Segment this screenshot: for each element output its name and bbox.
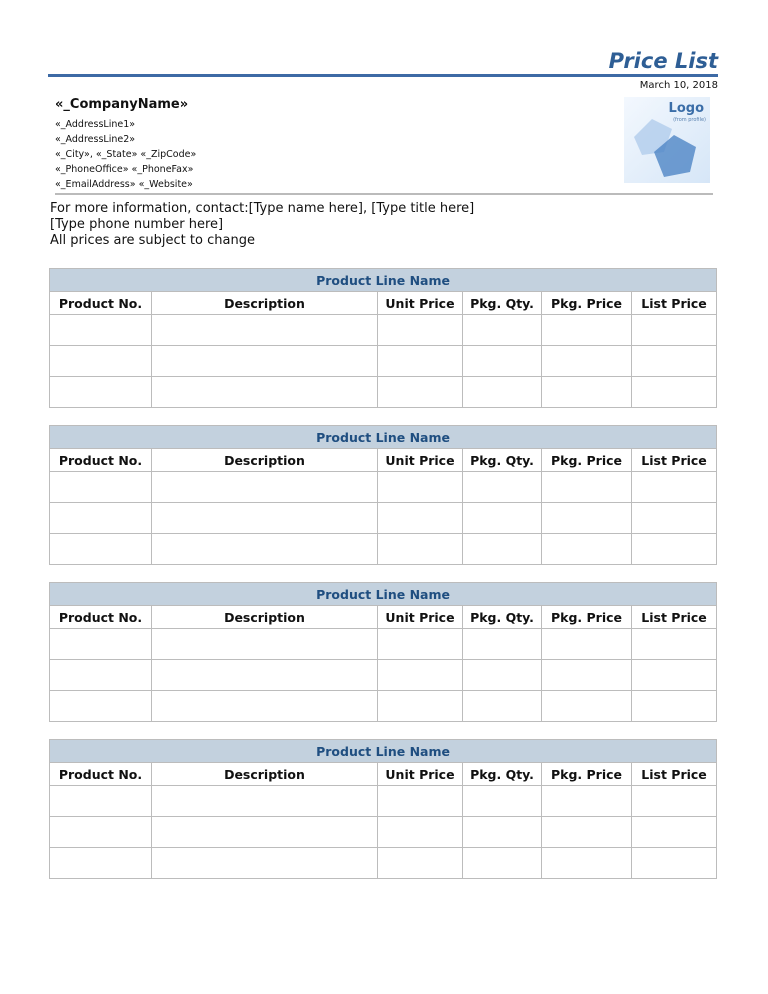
price-table: [49, 425, 717, 565]
table-cell[interactable]: [152, 503, 378, 534]
table-cell[interactable]: [50, 691, 152, 722]
table-cell[interactable]: [632, 472, 717, 503]
table-cell[interactable]: [463, 346, 542, 377]
column-header: Description: [152, 292, 378, 315]
company-address: [55, 117, 196, 192]
divider: [55, 193, 713, 195]
address-line: «_PhoneOffice» «_PhoneFax»: [55, 164, 194, 175]
table-cell[interactable]: [542, 660, 632, 691]
table-cell[interactable]: [378, 503, 463, 534]
table-cell[interactable]: [463, 786, 542, 817]
table-cell[interactable]: [542, 503, 632, 534]
table-cell[interactable]: [542, 691, 632, 722]
table-cell[interactable]: [542, 534, 632, 565]
table-cell[interactable]: [378, 534, 463, 565]
table-cell[interactable]: [632, 346, 717, 377]
price-table: [49, 739, 717, 879]
table-cell[interactable]: [542, 629, 632, 660]
table-cell[interactable]: [463, 817, 542, 848]
column-header: Pkg. Price: [542, 606, 632, 629]
table-cell[interactable]: [378, 848, 463, 879]
column-header: Product No.: [50, 292, 152, 315]
address-line: «_AddressLine1»: [55, 119, 136, 130]
table-cell[interactable]: [152, 691, 378, 722]
column-header: List Price: [632, 449, 717, 472]
table-cell[interactable]: [378, 660, 463, 691]
column-header: Unit Price: [378, 449, 463, 472]
table-cell[interactable]: [50, 503, 152, 534]
table-row: [50, 786, 717, 817]
column-header: Pkg. Qty.: [463, 763, 542, 786]
table-cell[interactable]: [152, 346, 378, 377]
table-row: [50, 629, 717, 660]
table-cell[interactable]: [632, 629, 717, 660]
contact-info: [50, 201, 474, 249]
column-header: List Price: [632, 292, 717, 315]
table-cell[interactable]: [632, 660, 717, 691]
table-cell[interactable]: [152, 660, 378, 691]
info-line: [Type phone number here]: [50, 217, 224, 232]
table-cell[interactable]: [378, 691, 463, 722]
table-cell[interactable]: [152, 377, 378, 408]
logo-image: [624, 97, 710, 183]
table-cell[interactable]: [378, 786, 463, 817]
price-table: [49, 268, 717, 408]
table-cell[interactable]: [463, 691, 542, 722]
column-header: Unit Price: [378, 292, 463, 315]
company-name: «_CompanyName»: [55, 97, 189, 112]
info-line: All prices are subject to change: [50, 233, 255, 248]
table-cell[interactable]: [152, 786, 378, 817]
address-line: «_City», «_State» «_ZipCode»: [55, 149, 197, 160]
table-cell[interactable]: [50, 472, 152, 503]
column-header: Description: [152, 763, 378, 786]
table-cell[interactable]: [463, 660, 542, 691]
column-header: Pkg. Qty.: [463, 292, 542, 315]
table-cell[interactable]: [50, 315, 152, 346]
table-cell[interactable]: [152, 629, 378, 660]
date: March 10, 2018: [639, 80, 718, 91]
product-line-name: Product Line Name: [50, 269, 717, 292]
table-cell[interactable]: [542, 817, 632, 848]
price-table: [49, 582, 717, 722]
table-cell[interactable]: [50, 629, 152, 660]
table-row: [50, 534, 717, 565]
column-header: Pkg. Price: [542, 449, 632, 472]
table-cell[interactable]: [378, 472, 463, 503]
table-cell[interactable]: [378, 629, 463, 660]
table-row: [50, 817, 717, 848]
table-cell[interactable]: [50, 534, 152, 565]
table-cell[interactable]: [463, 503, 542, 534]
address-line: «_AddressLine2»: [55, 134, 136, 145]
table-cell[interactable]: [542, 377, 632, 408]
table-row: [50, 503, 717, 534]
table-cell[interactable]: [463, 629, 542, 660]
table-cell[interactable]: [50, 660, 152, 691]
table-cell[interactable]: [632, 503, 717, 534]
column-header: Product No.: [50, 606, 152, 629]
table-cell[interactable]: [463, 534, 542, 565]
table-cell[interactable]: [632, 315, 717, 346]
product-line-name: Product Line Name: [50, 740, 717, 763]
column-header: Pkg. Price: [542, 763, 632, 786]
title-rule: [48, 74, 718, 77]
table-row: [50, 315, 717, 346]
table-cell[interactable]: [152, 472, 378, 503]
table-cell[interactable]: [378, 346, 463, 377]
table-cell[interactable]: [632, 377, 717, 408]
table-cell[interactable]: [542, 346, 632, 377]
table-cell[interactable]: [542, 786, 632, 817]
product-line-name: Product Line Name: [50, 426, 717, 449]
table-cell[interactable]: [463, 315, 542, 346]
column-header: Description: [152, 449, 378, 472]
table-cell[interactable]: [50, 346, 152, 377]
column-header: Product No.: [50, 449, 152, 472]
table-cell[interactable]: [152, 848, 378, 879]
table-cell[interactable]: [50, 817, 152, 848]
table-row: [50, 346, 717, 377]
table-row: [50, 660, 717, 691]
table-row: [50, 691, 717, 722]
table-cell[interactable]: [542, 472, 632, 503]
column-header: Pkg. Qty.: [463, 449, 542, 472]
column-header: Pkg. Qty.: [463, 606, 542, 629]
column-header: Description: [152, 606, 378, 629]
page-title: Price List: [608, 49, 718, 73]
table-row: [50, 848, 717, 879]
table-cell[interactable]: [50, 848, 152, 879]
column-header: Unit Price: [378, 763, 463, 786]
column-header: List Price: [632, 606, 717, 629]
table-cell[interactable]: [50, 377, 152, 408]
product-line-name: Product Line Name: [50, 583, 717, 606]
table-cell[interactable]: [632, 534, 717, 565]
address-line: «_EmailAddress» «_Website»: [55, 179, 193, 190]
logo-sublabel: (from profile): [673, 117, 706, 123]
table-cell[interactable]: [463, 848, 542, 879]
table-cell[interactable]: [378, 315, 463, 346]
table-cell[interactable]: [542, 315, 632, 346]
table-cell[interactable]: [378, 817, 463, 848]
table-cell[interactable]: [152, 315, 378, 346]
table-cell[interactable]: [50, 786, 152, 817]
column-header: Unit Price: [378, 606, 463, 629]
table-row: [50, 377, 717, 408]
table-cell[interactable]: [152, 534, 378, 565]
table-cell[interactable]: [378, 377, 463, 408]
column-header: Pkg. Price: [542, 292, 632, 315]
table-cell[interactable]: [463, 472, 542, 503]
table-cell[interactable]: [632, 817, 717, 848]
column-header: Product No.: [50, 763, 152, 786]
column-header: List Price: [632, 763, 717, 786]
table-cell[interactable]: [463, 377, 542, 408]
table-cell[interactable]: [632, 691, 717, 722]
table-cell[interactable]: [542, 848, 632, 879]
logo-label: Logo: [668, 101, 704, 116]
info-line: For more information, contact:[Type name here], [Type title here]: [50, 201, 475, 216]
table-cell[interactable]: [152, 817, 378, 848]
table-cell[interactable]: [632, 848, 717, 879]
table-cell[interactable]: [632, 786, 717, 817]
table-row: [50, 472, 717, 503]
